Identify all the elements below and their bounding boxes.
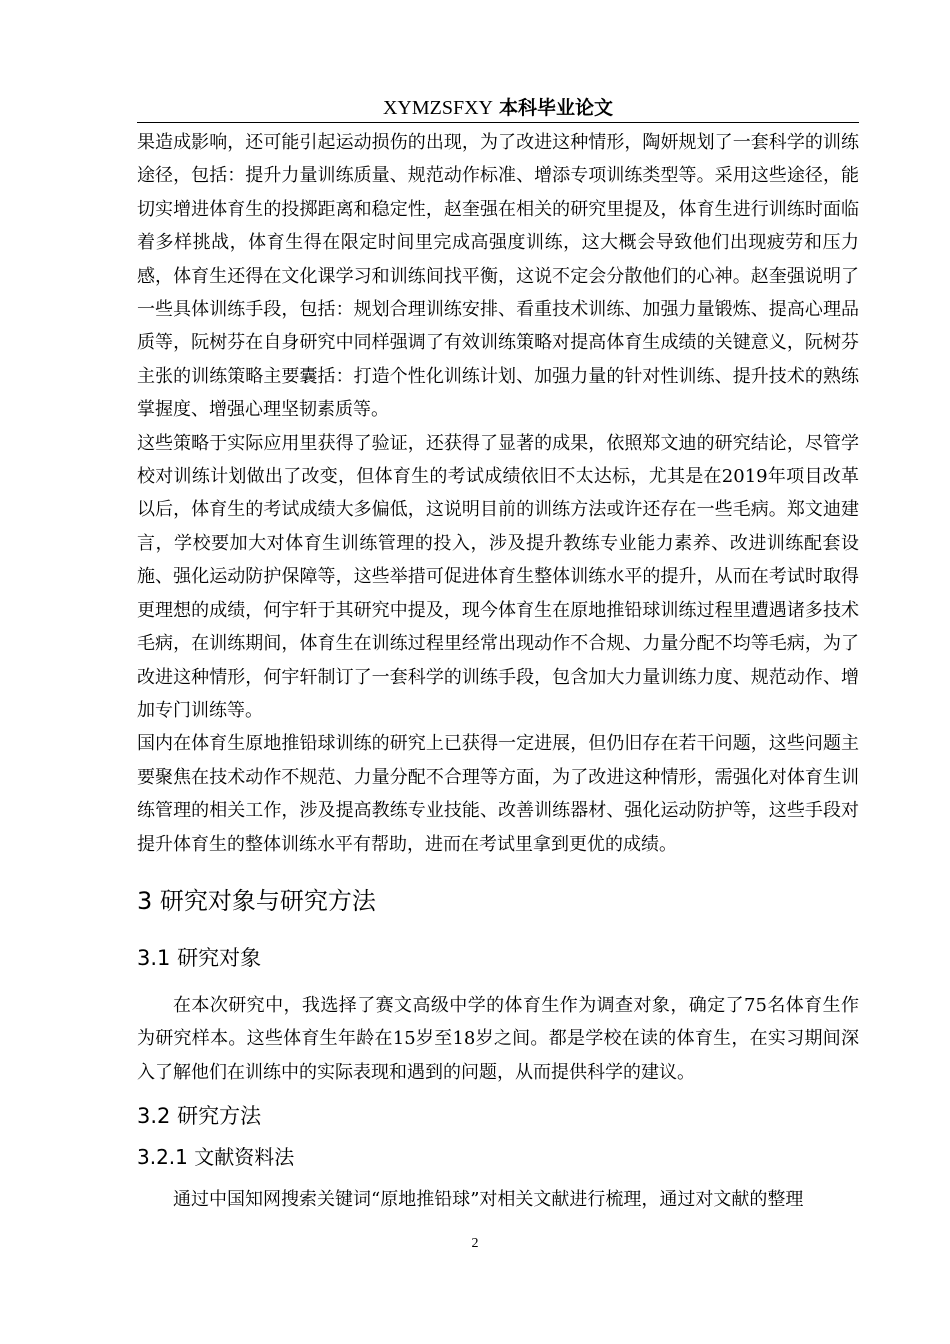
body-paragraph-3: 国内在体育生原地推铅球训练的研究上已获得一定进展，但仍旧存在若干问题，这些问题主要聚焦在技术动作不规范、力量分配不合理等方面，为了改进这种情形，需强化对体育生训练管理的相关工作，涉及提高教练专业技能、改善训练器材、强化运动防护等，这些手段对提升体育生的整体训练水平有帮助，进而在考试里拿到更优的成绩。 [137, 733, 859, 855]
body-paragraph-4: 在本次研究中，我选择了赛文高级中学的体育生作为调查对象，确定了75名体育生作为研究样本。这些体育生年龄在15岁至18岁之间。都是学校在读的体育生，在实习期间深入了解他们在训练中的实际表现和遇到的问题，从而提供科学的建议。 [137, 994, 859, 1083]
page-content [137, 126, 859, 1217]
header-code: XYMZSFXY [382, 97, 493, 119]
page-header [137, 94, 859, 123]
header-title: 本科毕业论文 [499, 97, 614, 119]
section-heading-3: 3 研究对象与研究方法 [137, 886, 376, 915]
body-paragraph-2: 这些策略于实际应用里获得了验证，还获得了显著的成果，依照郑文迪的研究结论，尽管学校对训练计划做出了改变，但体育生的考试成绩依旧不太达标，尤其是在2019年项目改革以后，体育生的考试成绩大多偏低，这说明目前的训练方法或许还存在一些毛病。郑文迪建言，学校要加大对体育生训练管理的投入，涉及提升教练专业能力素养、改进训练配套设施、强化运动防护保障等，这些举措可促进体育生整体训练水平的提升，从而在考试时取得更理想的成绩，何宇轩于其研究中提及，现今体育生在原地推铅球训练过程里遭遇诸多技术毛病，在训练期间，体育生在训练过程里经常出现动作不合规、力量分配不均等毛病，为了改进这种情形，何宇轩制订了一套科学的训练手段，包含加大力量训练力度、规范动作、增加专门训练等。 [137, 432, 859, 721]
section-heading-3-2: 3.2 研究方法 [137, 1104, 262, 1129]
body-paragraph-1: 果造成影响，还可能引起运动损伤的出现，为了改进这种情形，陶妍规划了一套科学的训练途径，包括：提升力量训练质量、规范动作标准、增添专项训练类型等。采用这些途径，能切实增进体育生的投掷距离和稳定性，赵奎强在相关的研究里提及，体育生进行训练时面临着多样挑战，体育生得在限定时间里完成高强度训练，这大概会导致他们出现疲劳和压力感，体育生还得在文化课学习和训练间找平衡，这说不定会分散他们的心神。赵奎强说明了一些具体训练手段，包括：规划合理训练安排、看重技术训练、加强力量锻炼、提高心理品质等，阮树芬在自身研究中同样强调了有效训练策略对提高体育生成绩的关键意义，阮树芬主张的训练策略主要囊括：打造个性化训练计划、加强力量的针对性训练、提升技术的熟练掌握度、增强心理坚韧素质等。 [137, 132, 859, 421]
section-heading-3-1: 3.1 研究对象 [137, 945, 262, 970]
body-paragraph-5: 通过中国知网搜索关键词“原地推铅球”对相关文献进行梳理，通过对文献的整理 [173, 1189, 804, 1211]
section-heading-3-2-1: 3.2.1 文献资料法 [137, 1145, 295, 1170]
page-number: 2 [471, 1236, 479, 1251]
